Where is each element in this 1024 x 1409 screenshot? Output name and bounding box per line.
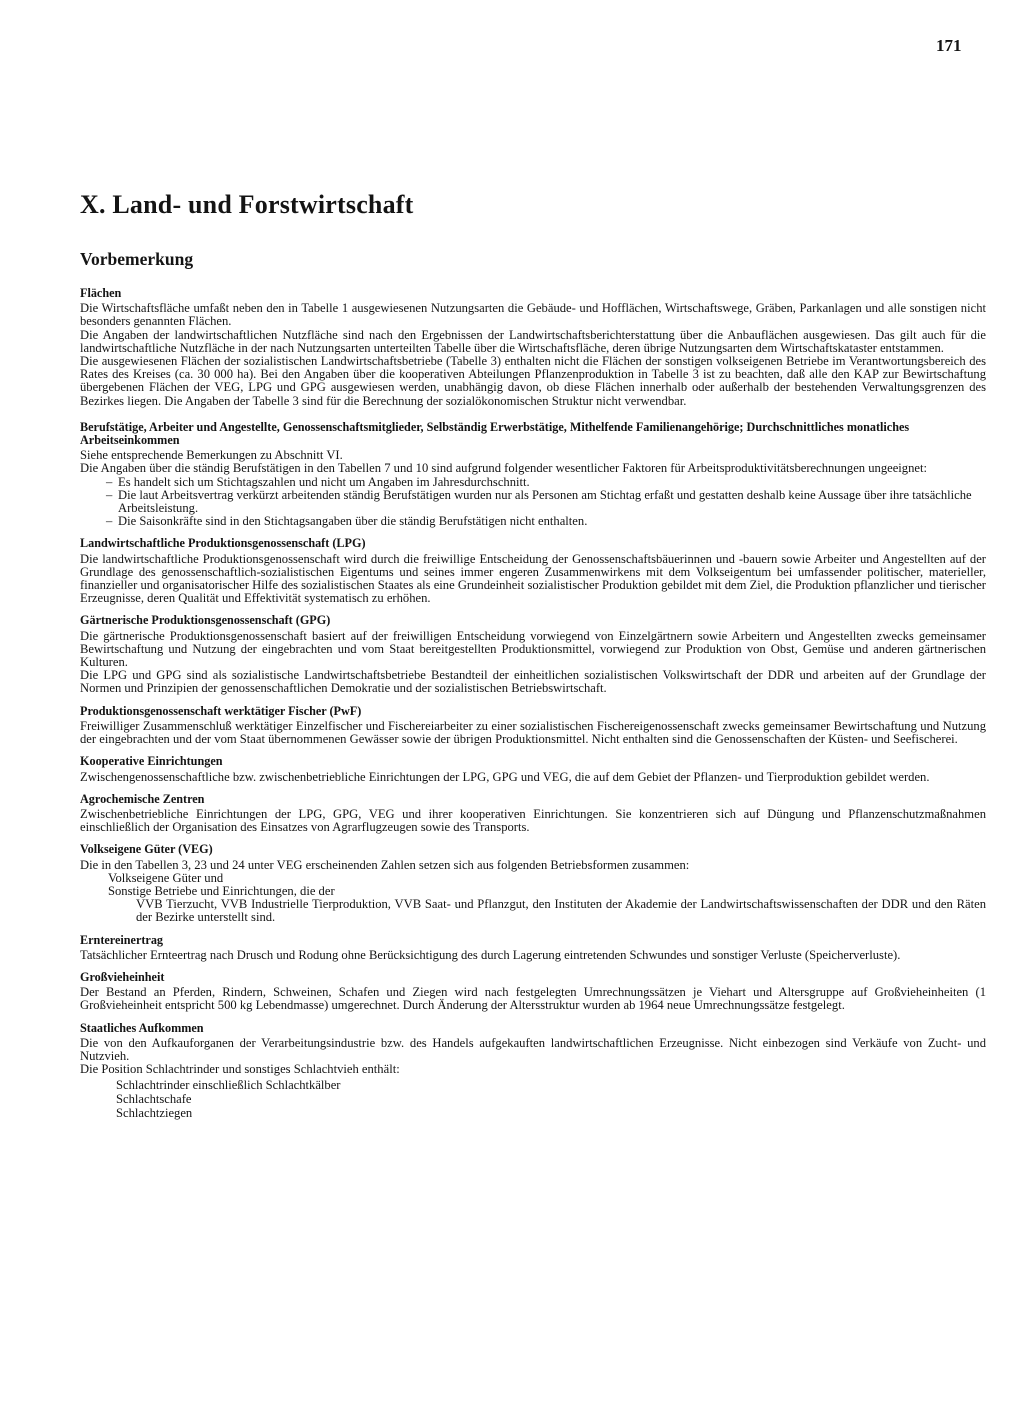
paragraph: Die in den Tabellen 3, 23 und 24 unter VEG erscheinenden Zahlen setzen sich aus folgenden Betriebsformen zusammen: <box>80 857 690 872</box>
indented-line: Volkseigene Güter und <box>108 870 224 885</box>
document-body <box>80 287 986 1129</box>
indented-paragraph: VVB Tierzucht, VVB Industrielle Tierproduktion, VVB Saat- und Pflanzgut, den Instituten der Akademie der Landwirtschaftswissenschaften der DDR und den Räten der Bezirke unterstellt sind. <box>136 897 986 925</box>
section-veg <box>80 843 986 924</box>
section-gpg <box>80 614 986 695</box>
section-heading: Gärtnerische Produktionsgenossenschaft (GPG) <box>80 613 331 628</box>
section-heading: Kooperative Einrichtungen <box>80 754 223 769</box>
section-pwf <box>80 705 986 747</box>
section-heading: Agrochemische Zentren <box>80 791 205 806</box>
section-berufstaetige <box>80 421 986 529</box>
list-item: Schlachtrinder einschließlich Schlachtkälber <box>116 1078 341 1093</box>
bullet-list <box>80 476 986 529</box>
section-heading: Landwirtschaftliche Produktionsgenossenschaft (LPG) <box>80 536 366 551</box>
list-item: Schlachtschafe <box>116 1092 192 1107</box>
paragraph: Zwischengenossenschaftliche bzw. zwischenbetriebliche Einrichtungen der LPG, GPG und VEG, die auf dem Gebiet der Pflanzen- und Tierproduktion gebildet werden. <box>80 769 930 784</box>
paragraph: Die Angaben über die ständig Berufstätigen in den Tabellen 7 und 10 sind aufgrund folgender wesentlicher Faktoren für Arbeitsproduktivitätsberechnungen ungeeignet: <box>80 461 927 476</box>
page-number: 171 <box>936 36 962 55</box>
section-heading: Großvieheinheit <box>80 969 165 984</box>
section-lpg <box>80 537 986 605</box>
section-heading: Berufstätige, Arbeiter und Angestellte, Genossenschaftsmitglieder, Selbständig Erwerbstätige, Mithelfende Familienangehörige; Durchschnittliches monatliches Arbeitseinkommen <box>80 419 910 448</box>
paragraph: Die landwirtschaftliche Produktionsgenossenschaft wird durch die freiwillige Entscheidung der Genossenschaftsbäuerinnen und -bauern sowie Arbeiter und Angestellten auf der Grundlage des genossenschaftlich-sozialistischen Eigentums und seines immer engeren Zusammenwirkens mit dem Volkseigentum bei umfassender politischer, materieller, finanzieller und organisatorischer Hilfe des sozialistischen Staates als eine Grundeinheit sozialistischer Produktion gebildet mit dem Ziel, die Produktion pflanzlicher und tierischer Erzeugnisse, deren Qualität und Effektivität systematisch zu erhöhen. <box>80 551 986 606</box>
paragraph: Die LPG und GPG sind als sozialistische Landwirtschaftsbetriebe Bestandteil der einheitlichen sozialistischen Volkswirtschaft der DDR und arbeiten auf der Grundlage der Normen und Prinzipien der genossenschaftlichen Demokratie und der sozialistischen Betriebswirtschaft. <box>80 668 986 696</box>
paragraph: Die Angaben der landwirtschaftlichen Nutzfläche sind nach den Ergebnissen der Landwirtschaftsberichterstattung über die Anbauflächen ausgewiesen. Das gilt auch für die landwirtschaftliche Nutzfläche in der nach Nutzungsarten unterteilten Tabelle über die Wirtschaftsfläche, deren übrige Nutzungsarten dem Wirtschaftskataster entstammen. <box>80 327 986 355</box>
list-item: – Die Saisonkräfte sind in den Stichtagsangaben über die ständig Berufstätigen nicht enthalten. <box>106 515 986 528</box>
list-item: – Die laut Arbeitsvertrag verkürzt arbeitenden ständig Berufstätigen wurden nur als Personen am Stichtag erfaßt und gestatten deshalb keine Aussage über ihre tatsächliche Arbeitsleistung. <box>106 489 986 515</box>
section-flaechen <box>80 287 986 408</box>
section-agrochemische-zentren <box>80 793 986 835</box>
section-erntereinertrag <box>80 934 986 962</box>
section-heading: Staatliches Aufkommen <box>80 1020 204 1035</box>
section-heading: Erntereinertrag <box>80 932 164 947</box>
paragraph: Freiwilliger Zusammenschluß werktätiger Einzelfischer und Fischereiarbeiter zu einer sozialistischen Fischereigenossenschaft zwecks gemeinsamer Bewirtschaftung und Nutzung der eingebrachten und der vom Staat übernommenen Gewässer sowie der übrigen Produktionsmittel. Nicht enthalten sind die Genossenschaften der Küsten- und Seefischerei. <box>80 718 986 747</box>
section-heading: Produktionsgenossenschaft werktätiger Fischer (PwF) <box>80 703 362 718</box>
paragraph: Die Wirtschaftsfläche umfaßt neben den in Tabelle 1 ausgewiesenen Nutzungsarten die Gebäude- und Hofflächen, Wirtschaftswege, Gräben, Parkanlagen und alle sonstigen nicht besonders genannten Flächen. <box>80 301 986 329</box>
paragraph: Zwischenbetriebliche Einrichtungen der LPG, GPG, VEG und ihrer kooperativen Einrichtungen. Sie konzentrieren sich auf Düngung und Pflanzenschutzmaßnahmen einschließlich der Organisation des Einsatzes von Agrarflugzeugen sowie des Transports. <box>80 806 986 835</box>
paragraph: Die von den Aufkauforganen der Verarbeitungsindustrie bzw. des Handels aufgekauften landwirtschaftlichen Erzeugnisse. Nicht einbezogen sind Verkäufe von Zucht- und Nutzvieh. <box>80 1035 986 1063</box>
section-kooperative-einrichtungen <box>80 755 986 783</box>
paragraph: Tatsächlicher Ernteertrag nach Drusch und Rodung ohne Berücksichtigung des durch Lagerung eintretenden Schwundes und sonstiger Verluste (Speicherverluste). <box>80 947 901 962</box>
list-item: – Es handelt sich um Stichtagszahlen und nicht um Angaben im Jahresdurchschnitt. <box>106 476 986 489</box>
indented-line: Sonstige Betriebe und Einrichtungen, die der <box>108 883 335 898</box>
section-heading: Flächen <box>80 286 122 300</box>
section-title: Vorbemerkung <box>80 249 194 269</box>
section-heading: Volkseigene Güter (VEG) <box>80 842 213 857</box>
paragraph: Die ausgewiesenen Flächen der sozialistischen Landwirtschaftsbetriebe (Tabelle 3) enthalten nicht die Flächen der sonstigen volkseigenen Betriebe im Verantwortungsbereich des Rates des Kreises (ca. 30 000 ha). Bei den Angaben über die kooperativen Abteilungen Pflanzenproduktion in Tabelle 3 ist zu beachten, daß alle den KAP zur Bewirtschaftung übergebenen Flächen der VEG, LPG und GPG ausgewiesen werden, unabhängig davon, ob diese Flächen innerhalb oder außerhalb der bestehenden Verwaltungsgrenzen des Bezirkes liegen. Die Angaben der Tabelle 3 sind für die Berechnung der sozialökonomischen Struktur nicht verwendbar. <box>80 354 986 408</box>
item-list <box>80 1078 986 1120</box>
chapter-title: X. Land- und Forstwirtschaft <box>80 190 414 219</box>
section-staatliches-aufkommen <box>80 1022 986 1121</box>
paragraph: Die gärtnerische Produktionsgenossenschaft basiert auf der freiwilligen Entscheidung vorwiegend von Einzelgärtnern sowie Arbeitern und Angestellten zwecks gemeinsamer Bewirtschaftung und Nutzung der eingebrachten und vom Staat bereitgestellten Produktionsmittel, vorwiegend zur Produktion von Obst, Gemüse und anderen gärtnerischen Kulturen. <box>80 628 986 670</box>
paragraph: Der Bestand an Pferden, Rindern, Schweinen, Schafen und Ziegen wird nach festgelegten Umrechnungssätzen je Viehart und Altersgruppe auf Großvieheinheiten (1 Großvieheinheit entspricht 500 kg Lebendmasse) umgerechnet. Durch Änderung der Altersstruktur wurden ab 1964 neue Umrechnungssätze festgelegt. <box>80 985 986 1013</box>
paragraph: Die Position Schlachtrinder und sonstiges Schlachtvieh enthält: <box>80 1062 400 1077</box>
section-grossvieheinheit <box>80 971 986 1013</box>
list-item: Schlachtziegen <box>116 1106 193 1121</box>
paragraph: Siehe entsprechende Bemerkungen zu Abschnitt VI. <box>80 448 343 463</box>
